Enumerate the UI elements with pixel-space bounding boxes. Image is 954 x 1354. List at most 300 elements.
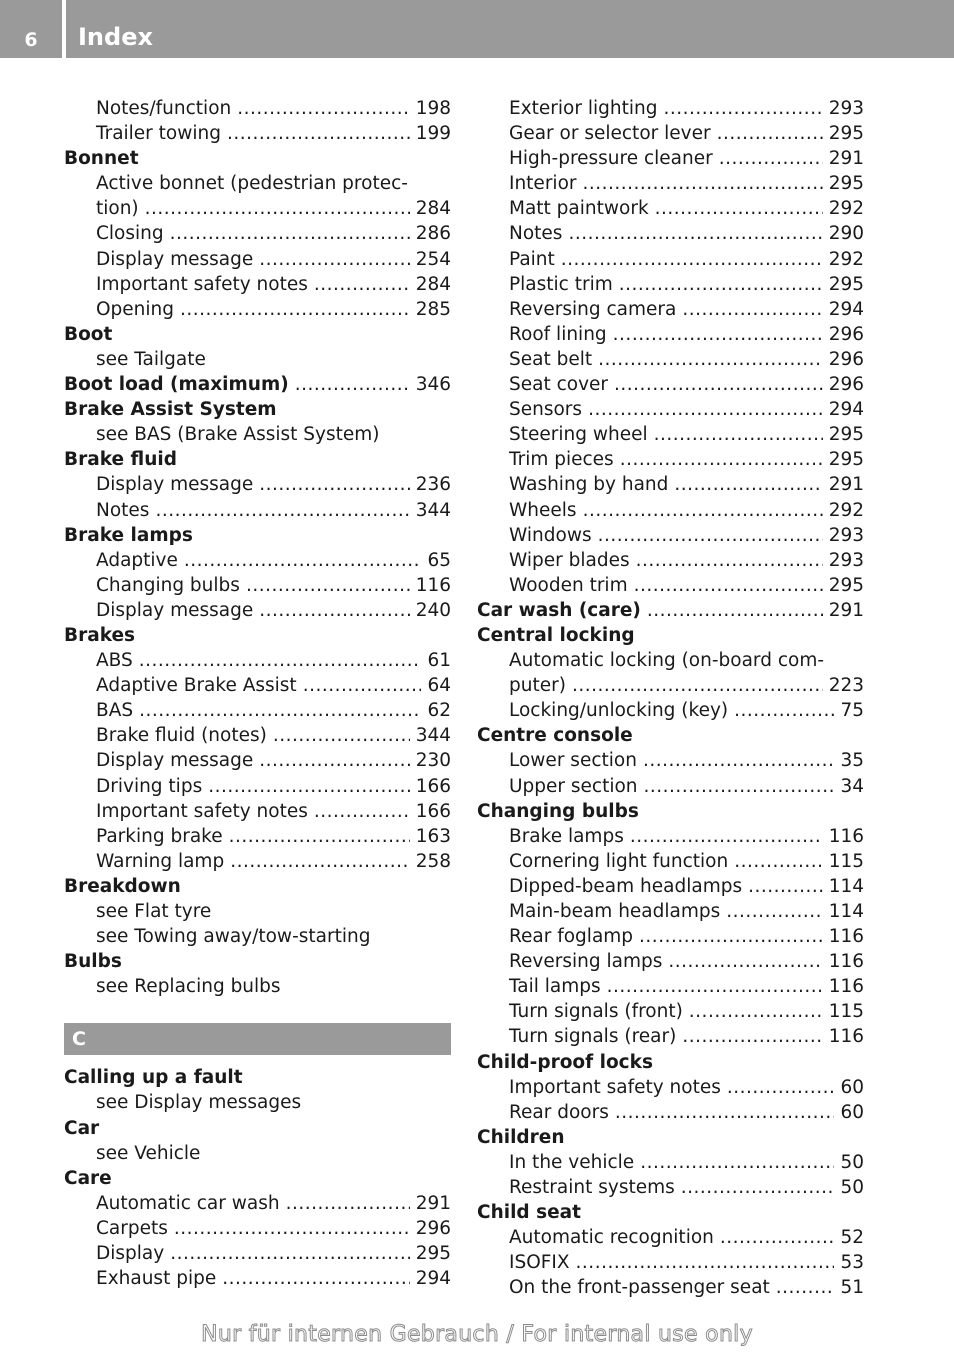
index-subentry-sensors (477, 397, 864, 422)
entry-text: Display message (96, 474, 254, 496)
entry-text: Notes/function (96, 98, 232, 119)
entry-text: Paint (509, 248, 555, 270)
index-subentry-dipped-beam-headlamps (477, 874, 864, 899)
index-entry-centre-console: Centre console (477, 725, 633, 747)
entry-text: Notes (509, 223, 563, 245)
dot-leader (259, 598, 409, 623)
index-subentry-steering-wheel (477, 422, 864, 447)
page-reference: 293 (828, 524, 864, 546)
entry-text: Adaptive (96, 549, 178, 571)
page-reference: 291 (828, 474, 864, 496)
index-subentry-plastic-trim (477, 272, 864, 297)
entry-text: Exterior lighting (509, 98, 658, 119)
index-subentry-see-bas-brake-assist-system: see BAS (Brake Assist System) (96, 424, 380, 446)
dot-leader (598, 347, 823, 372)
index-entry-boot-load-maximum (64, 372, 451, 397)
page-reference: 295 (828, 449, 864, 471)
entry-text: Carpets (96, 1217, 168, 1239)
entry-text: Driving tips (96, 775, 203, 797)
page-reference: 199 (415, 123, 451, 145)
index-subentry-restraint-systems (477, 1175, 864, 1200)
index-subentry-automatic-recognition (477, 1225, 864, 1250)
dot-leader (184, 548, 422, 573)
entry-text: Important safety notes (96, 800, 308, 822)
entry-text: tion) (96, 198, 139, 220)
dot-leader (295, 372, 410, 397)
index-entry-car-wash-care (477, 598, 864, 623)
entry-text: Tail lamps (509, 976, 601, 998)
page-reference: 75 (840, 700, 864, 722)
entry-text: Warning lamp (96, 850, 225, 872)
page-reference: 198 (415, 98, 451, 119)
page-reference: 291 (828, 599, 864, 621)
index-entry-child-proof-locks: Child-proof locks (477, 1051, 653, 1073)
page-reference: 116 (828, 825, 864, 847)
entry-text: Important safety notes (509, 1076, 721, 1098)
dot-leader (572, 673, 823, 698)
page-reference: 291 (415, 1192, 451, 1214)
page-reference: 295 (415, 1243, 451, 1265)
dot-leader (630, 824, 823, 849)
entry-text: Washing by hand (509, 474, 669, 496)
page-reference: 294 (415, 1268, 451, 1290)
entry-text: Seat cover (509, 374, 609, 396)
page-reference: 60 (840, 1076, 864, 1098)
index-subentry-windows (477, 523, 864, 548)
entry-text: Reversing camera (509, 298, 677, 320)
entry-text: BAS (96, 700, 134, 722)
entry-text: Display message (96, 248, 254, 270)
page-reference: 166 (415, 775, 451, 797)
page-reference: 254 (415, 248, 451, 270)
page-reference: 295 (828, 574, 864, 596)
index-subentry-notes (64, 498, 451, 523)
index-subentry-automatic-car-wash (64, 1191, 451, 1216)
page-reference: 284 (415, 198, 451, 220)
dot-leader (613, 322, 823, 347)
entry-text: Display (96, 1243, 165, 1265)
dot-leader (663, 96, 822, 121)
index-subentry-seat-cover (477, 372, 864, 397)
entry-text: Wheels (509, 499, 577, 521)
index-subentry-notes (477, 221, 864, 246)
index-subentry-adaptive (64, 548, 451, 573)
entry-text: Cornering light function (509, 850, 729, 872)
entry-text: Turn signals (rear) (509, 1026, 677, 1048)
index-entry-bonnet: Bonnet (64, 148, 139, 170)
index-entry-central-locking: Central locking (477, 624, 635, 646)
index-subentry-tail-lamps (477, 974, 864, 999)
index-subentry-wheels (477, 498, 864, 523)
dot-leader (640, 1150, 834, 1175)
index-subentry-carpets (64, 1216, 451, 1241)
watermark: Nur für internen Gebrauch / For internal use only (201, 1322, 753, 1347)
index-subentry-automatic-locking-on-board-com: Automatic locking (on-board com- (509, 650, 825, 672)
index-subentry-see-replacing-bulbs: see Replacing bulbs (96, 976, 281, 998)
index-subentry-brake-lamps (477, 824, 864, 849)
entry-text: Restraint systems (509, 1177, 675, 1199)
index-subentry-lower-section (477, 748, 864, 773)
dot-leader (180, 297, 410, 322)
dot-leader (259, 748, 409, 773)
entry-text: Sensors (509, 399, 583, 421)
page-reference: 294 (828, 399, 864, 421)
dot-leader (273, 723, 410, 748)
dot-leader (720, 1225, 835, 1250)
entry-text: Dipped-beam headlamps (509, 875, 743, 897)
dot-leader (682, 1024, 822, 1049)
index-column-left (64, 96, 451, 1291)
dot-leader (620, 447, 823, 472)
entry-text: Rear foglamp (509, 926, 634, 948)
page-reference: 116 (828, 926, 864, 948)
page-reference: 65 (427, 549, 451, 571)
index-entry-brake-fluid: Brake fluid (64, 449, 177, 471)
index-subentry-display (64, 1241, 451, 1266)
entry-text: Rear doors (509, 1101, 609, 1123)
index-subentry-reversing-lamps (477, 949, 864, 974)
dot-leader (568, 221, 822, 246)
page-reference: 286 (415, 223, 451, 245)
index-subentry-isofix (477, 1250, 864, 1275)
page-reference: 295 (828, 173, 864, 195)
entry-text: Exhaust pipe (96, 1268, 217, 1290)
page-reference: 290 (828, 223, 864, 245)
page-reference: 223 (828, 675, 864, 697)
page-reference: 50 (840, 1151, 864, 1173)
index-subentry-turn-signals-front (477, 999, 864, 1024)
index-subentry-important-safety-notes (64, 799, 451, 824)
entry-text: ISOFIX (509, 1252, 570, 1274)
dot-leader (303, 673, 422, 698)
page-reference: 61 (427, 650, 451, 672)
dot-leader (576, 1250, 835, 1275)
entry-text: High-pressure cleaner (509, 148, 713, 170)
index-subentry-display-message (64, 472, 451, 497)
page-reference: 53 (840, 1252, 864, 1274)
index-entry-children: Children (477, 1126, 565, 1148)
index-subentry-gear-or-selector-lever (477, 121, 864, 146)
index-subentry-abs (64, 648, 451, 673)
entry-text: Roof lining (509, 323, 607, 345)
dot-leader (155, 498, 409, 523)
index-subentry-matt-paintwork (477, 196, 864, 221)
page-reference: 116 (828, 1026, 864, 1048)
index-subentry-important-safety-notes (477, 1075, 864, 1100)
index-subentry-display-message (64, 748, 451, 773)
entry-text: Plastic trim (509, 273, 613, 295)
page-reference: 295 (828, 123, 864, 145)
entry-text: Upper section (509, 775, 638, 797)
index-subentry-trailer-towing (64, 121, 451, 146)
index-subentry-high-pressure-cleaner (477, 146, 864, 171)
page-reference: 50 (840, 1177, 864, 1199)
dot-leader (145, 196, 410, 221)
dot-leader (654, 422, 823, 447)
page-reference: 296 (415, 1217, 451, 1239)
index-subentry-display-message (64, 598, 451, 623)
entry-text: Wiper blades (509, 549, 630, 571)
index-subentry-locking-unlocking-key (477, 698, 864, 723)
page-reference: 292 (828, 198, 864, 220)
index-subentry-reversing-camera (477, 297, 864, 322)
page-reference: 294 (828, 298, 864, 320)
index-subentry-in-the-vehicle (477, 1150, 864, 1175)
index-subentry-see-display-messages: see Display messages (96, 1092, 302, 1114)
index-subentry-see-vehicle: see Vehicle (96, 1142, 201, 1164)
dot-leader (588, 397, 823, 422)
index-subentry-wiper-blades (477, 548, 864, 573)
page-reference: 258 (415, 850, 451, 872)
index-entry-breakdown: Breakdown (64, 875, 181, 897)
page-reference: 346 (415, 374, 451, 396)
dot-leader (174, 1216, 410, 1241)
dot-leader (583, 498, 823, 523)
index-subentry-closing (64, 221, 451, 246)
entry-text: Interior (509, 173, 577, 195)
dot-leader (639, 924, 823, 949)
page-title: Index (78, 23, 153, 51)
page-reference: 34 (840, 775, 864, 797)
index-subentry-display-message (64, 247, 451, 272)
entry-text: Closing (96, 223, 164, 245)
page-reference: 64 (427, 675, 451, 697)
index-entry-brake-assist-system: Brake Assist System (64, 399, 277, 421)
entry-text: Trailer towing (96, 123, 221, 145)
dot-leader (734, 849, 823, 874)
page-reference: 295 (828, 424, 864, 446)
entry-text: ABS (96, 650, 133, 672)
page-reference: 293 (828, 98, 864, 119)
entry-text: Opening (96, 298, 175, 320)
page-reference: 230 (415, 750, 451, 772)
entry-text: puter) (509, 675, 566, 697)
index-subentry-see-tailgate: see Tailgate (96, 348, 206, 370)
page-reference: 292 (828, 248, 864, 270)
entry-text: Turn signals (front) (509, 1001, 683, 1023)
page-reference: 291 (828, 148, 864, 170)
entry-text: Reversing lamps (509, 951, 663, 973)
entry-text: Trim pieces (509, 449, 614, 471)
dot-leader (259, 247, 409, 272)
entry-text: Wooden trim (509, 574, 628, 596)
page-reference: 52 (840, 1227, 864, 1249)
entry-text: Seat belt (509, 348, 593, 370)
entry-text: Automatic car wash (96, 1192, 280, 1214)
dot-leader (139, 648, 422, 673)
dot-leader (314, 272, 410, 297)
page-reference: 60 (840, 1101, 864, 1123)
index-subentry-paint (477, 247, 864, 272)
index-subentry-see-flat-tyre: see Flat tyre (96, 901, 212, 922)
page-reference: 344 (415, 499, 451, 521)
entry-text: Notes (96, 499, 150, 521)
page-reference: 51 (840, 1277, 864, 1299)
dot-leader (259, 472, 409, 497)
dot-leader (727, 1075, 835, 1100)
index-subentry-rear-foglamp (477, 924, 864, 949)
entry-text: On the front-passenger seat (509, 1277, 770, 1299)
index-subentry-brake-fluid-notes (64, 723, 451, 748)
page-reference: 115 (828, 1001, 864, 1023)
index-entry-calling-up-a-fault: Calling up a fault (64, 1067, 243, 1089)
dot-leader (170, 1241, 409, 1266)
dot-leader (222, 1266, 409, 1291)
dot-leader (682, 297, 822, 322)
index-entry-care: Care (64, 1167, 112, 1189)
page-reference: 293 (828, 549, 864, 571)
index-entry-brake-lamps: Brake lamps (64, 524, 193, 546)
dot-leader (643, 748, 835, 773)
index-subentry-driving-tips (64, 774, 451, 799)
section-spacer (64, 999, 451, 1013)
page-reference: 285 (415, 298, 451, 320)
dot-leader (227, 121, 410, 146)
index-subentry-adaptive-brake-assist (64, 673, 451, 698)
index-subentry-parking-brake (64, 824, 451, 849)
index-subentry-on-the-front-passenger-seat (477, 1275, 864, 1300)
entry-text: Car wash (care) (477, 599, 641, 621)
page-reference: 35 (840, 750, 864, 772)
entry-text: Automatic recognition (509, 1227, 714, 1249)
index-subentry-tion (64, 196, 451, 221)
section-letter-header: C (64, 1023, 451, 1055)
dot-leader (644, 774, 835, 799)
entry-text: Brake lamps (509, 825, 624, 847)
index-subentry-exhaust-pipe (64, 1266, 451, 1291)
dot-leader (689, 999, 823, 1024)
entry-text: Main-beam headlamps (509, 901, 721, 922)
entry-text: In the vehicle (509, 1151, 635, 1173)
index-entry-car: Car (64, 1117, 100, 1139)
dot-leader (681, 1175, 835, 1200)
dot-leader (607, 974, 823, 999)
dot-leader (615, 1100, 835, 1125)
index-subentry-exterior-lighting (477, 96, 864, 121)
index-entry-boot: Boot (64, 323, 113, 345)
index-entry-child-seat: Child seat (477, 1202, 581, 1224)
dot-leader (286, 1191, 410, 1216)
dot-leader (583, 171, 823, 196)
dot-leader (561, 247, 823, 272)
index-subentry-important-safety-notes (64, 272, 451, 297)
dot-leader (634, 573, 823, 598)
dot-leader (614, 372, 823, 397)
index-subentry-see-towing-away-tow-starting: see Towing away/tow-starting (96, 926, 371, 948)
index-subentry-trim-pieces (477, 447, 864, 472)
index-subentry-upper-section (477, 774, 864, 799)
dot-leader (674, 472, 822, 497)
dot-leader (748, 874, 823, 899)
page-reference: 62 (427, 700, 451, 722)
dot-leader (246, 573, 410, 598)
index-subentry-notes-function (64, 96, 451, 121)
index-subentry-wooden-trim (477, 573, 864, 598)
entry-text: Display message (96, 750, 254, 772)
entry-text: Display message (96, 599, 254, 621)
index-subentry-seat-belt (477, 347, 864, 372)
page-reference: 296 (828, 374, 864, 396)
dot-leader (668, 949, 822, 974)
index-subentry-puter (477, 673, 864, 698)
index-subentry-active-bonnet-pedestrian-protec: Active bonnet (pedestrian protec- (96, 173, 408, 195)
page-reference: 114 (828, 875, 864, 897)
dot-leader (726, 899, 822, 924)
dot-leader (170, 221, 410, 246)
entry-text: Steering wheel (509, 424, 648, 446)
index-column-right (477, 96, 864, 1301)
entry-text: Boot load (maximum) (64, 374, 289, 396)
entry-text: Lower section (509, 750, 637, 772)
index-subentry-warning-lamp (64, 849, 451, 874)
dot-leader (636, 548, 823, 573)
index-entry-bulbs: Bulbs (64, 951, 122, 973)
dot-leader (619, 272, 823, 297)
page-reference: 116 (415, 574, 451, 596)
dot-leader (655, 196, 823, 221)
page-reference: 166 (415, 800, 451, 822)
index-subentry-main-beam-headlamps (477, 899, 864, 924)
dot-leader (208, 774, 409, 799)
page-reference: 284 (415, 273, 451, 295)
entry-text: Matt paintwork (509, 198, 649, 220)
page-reference: 116 (828, 976, 864, 998)
index-subentry-cornering-light-function (477, 849, 864, 874)
page-reference: 292 (828, 499, 864, 521)
page-reference: 115 (828, 850, 864, 872)
index-subentry-washing-by-hand (477, 472, 864, 497)
entry-text: Adaptive Brake Assist (96, 675, 297, 697)
page-number: 6 (24, 29, 38, 51)
page-reference: 295 (828, 273, 864, 295)
page-reference: 296 (828, 348, 864, 370)
index-subentry-turn-signals-rear (477, 1024, 864, 1049)
dot-leader (230, 849, 410, 874)
entry-text: Parking brake (96, 825, 223, 847)
page-reference: 163 (415, 825, 451, 847)
dot-leader (598, 523, 823, 548)
dot-leader (647, 598, 823, 623)
index-subentry-changing-bulbs (64, 573, 451, 598)
index-subentry-roof-lining (477, 322, 864, 347)
dot-leader (717, 121, 823, 146)
dot-leader (229, 824, 410, 849)
header-divider (62, 0, 66, 58)
index-subentry-bas (64, 698, 451, 723)
index-entry-brakes: Brakes (64, 624, 136, 646)
entry-text: Windows (509, 524, 592, 546)
dot-leader (734, 698, 834, 723)
entry-text: Important safety notes (96, 273, 308, 295)
page-reference: 344 (415, 725, 451, 747)
dot-leader (719, 146, 823, 171)
entry-text: Changing bulbs (96, 574, 240, 596)
index-entry-changing-bulbs: Changing bulbs (477, 800, 639, 822)
page-header (0, 0, 954, 58)
page-reference: 240 (415, 599, 451, 621)
dot-leader (314, 799, 410, 824)
page-reference: 116 (828, 951, 864, 973)
dot-leader (237, 96, 409, 121)
page-reference: 236 (415, 474, 451, 496)
dot-leader (776, 1275, 835, 1300)
index-subentry-opening (64, 297, 451, 322)
page-reference: 296 (828, 323, 864, 345)
page-reference: 114 (828, 901, 864, 922)
entry-text: Brake fluid (notes) (96, 725, 267, 747)
dot-leader (139, 698, 421, 723)
entry-text: Locking/unlocking (key) (509, 700, 729, 722)
